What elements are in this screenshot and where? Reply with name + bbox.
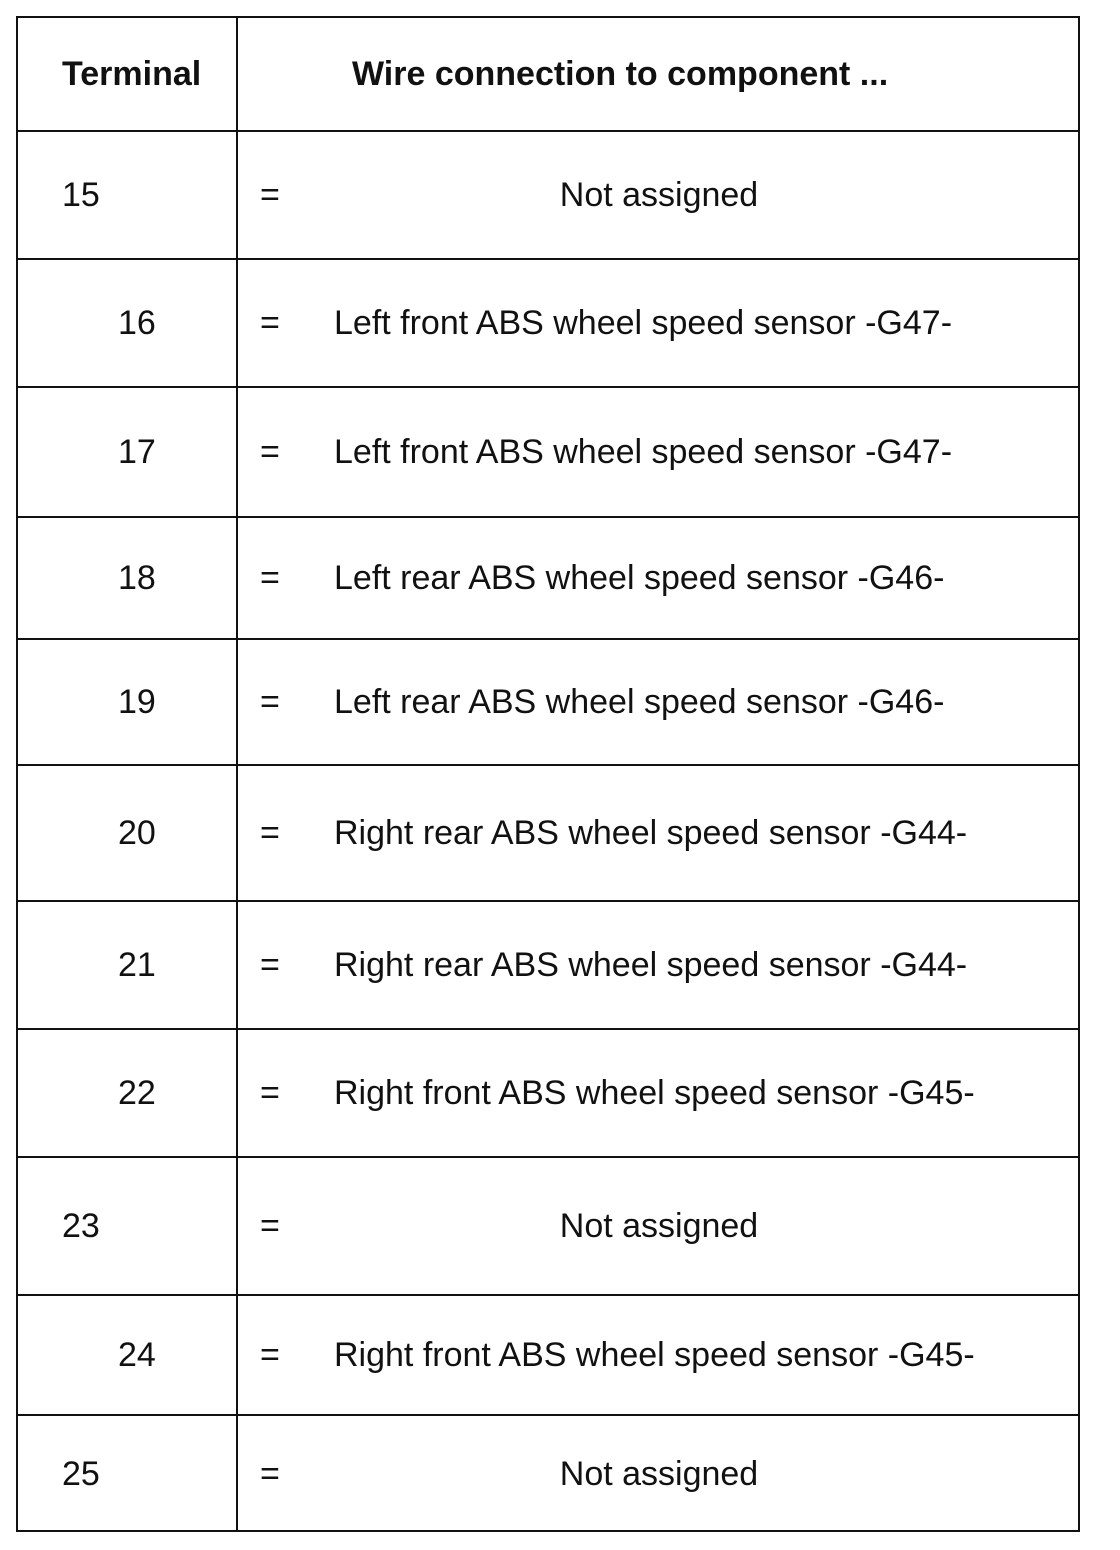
table-row — [18, 1030, 1078, 1158]
equals-sign: = — [260, 1206, 280, 1245]
table-row — [18, 902, 1078, 1030]
component-description: Right rear ABS wheel speed sensor -G44- — [334, 813, 968, 852]
component-description: Not assigned — [559, 175, 759, 214]
table-header — [18, 18, 1078, 132]
component-description: Right front ABS wheel speed sensor -G45- — [334, 1335, 975, 1374]
terminal-number: 18 — [118, 558, 156, 597]
terminal-number: 19 — [118, 682, 156, 721]
equals-sign: = — [260, 1073, 280, 1112]
table-row — [18, 1416, 1078, 1532]
table-row — [18, 518, 1078, 640]
table-row — [18, 1296, 1078, 1416]
connection-header: Wire connection to component ... — [352, 54, 889, 93]
terminal-number: 22 — [118, 1073, 156, 1112]
equals-sign: = — [260, 682, 280, 721]
equals-sign: = — [260, 1454, 280, 1493]
terminal-number: 20 — [118, 813, 156, 852]
component-description: Left rear ABS wheel speed sensor -G46- — [334, 682, 945, 721]
table-row — [18, 1158, 1078, 1296]
table-row — [18, 766, 1078, 902]
equals-sign: = — [260, 558, 280, 597]
table-row — [18, 132, 1078, 260]
pin-assignment-table — [16, 16, 1080, 1532]
table-row — [18, 260, 1078, 388]
equals-sign: = — [260, 945, 280, 984]
terminal-number: 25 — [62, 1454, 100, 1493]
component-description: Right front ABS wheel speed sensor -G45- — [334, 1073, 975, 1112]
component-description: Not assigned — [559, 1454, 759, 1493]
terminal-number: 21 — [118, 945, 156, 984]
equals-sign: = — [260, 1335, 280, 1374]
terminal-number: 17 — [118, 432, 156, 471]
component-description: Left rear ABS wheel speed sensor -G46- — [334, 558, 945, 597]
component-description: Left front ABS wheel speed sensor -G47- — [334, 303, 953, 342]
equals-sign: = — [260, 432, 280, 471]
terminal-number: 15 — [62, 175, 100, 214]
component-description: Left front ABS wheel speed sensor -G47- — [334, 432, 953, 471]
terminal-header: Terminal — [62, 54, 202, 93]
equals-sign: = — [260, 303, 280, 342]
terminal-number: 24 — [118, 1335, 156, 1374]
equals-sign: = — [260, 175, 280, 214]
component-description: Not assigned — [559, 1206, 759, 1245]
equals-sign: = — [260, 813, 280, 852]
table-row — [18, 640, 1078, 766]
terminal-number: 23 — [62, 1206, 100, 1245]
terminal-number: 16 — [118, 303, 156, 342]
table-row — [18, 388, 1078, 518]
component-description: Right rear ABS wheel speed sensor -G44- — [334, 945, 968, 984]
